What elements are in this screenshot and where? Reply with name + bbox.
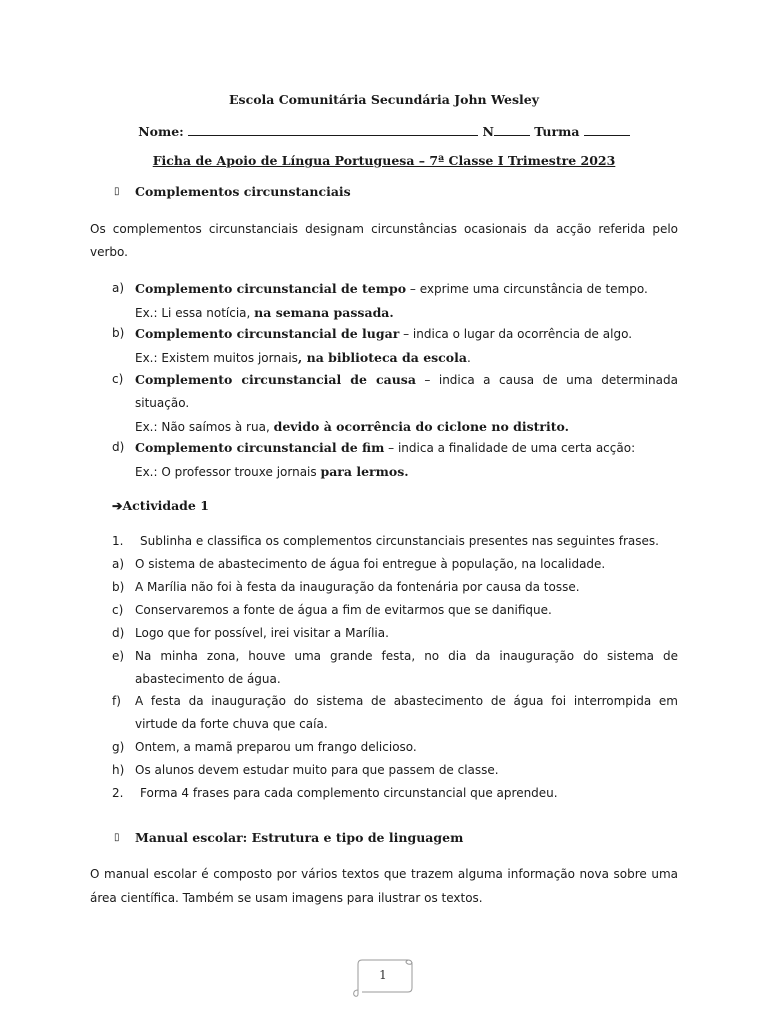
item-def: – indica a causa de uma determinada — [415, 373, 678, 387]
item-term: Complemento circunstancial de lugar — [135, 326, 400, 341]
page-number-scroll — [352, 958, 414, 998]
arrow-right-icon: ➔ — [112, 498, 123, 513]
task-item — [112, 782, 678, 805]
task-number: 2. — [112, 786, 124, 800]
sentence-text: Conservaremos a fonte de água a fim de evitarmos que se danifique. — [135, 603, 552, 617]
task-text: Sublinha e classifica os complementos circunstanciais presentes nas seguintes frases. — [140, 534, 659, 548]
sentence-item — [112, 736, 678, 759]
turma-label: Turma — [534, 124, 580, 139]
sentence-item — [112, 759, 678, 782]
item-label: d) — [112, 440, 125, 454]
nome-label: Nome: — [138, 124, 184, 139]
sentence-text: Na minha zona, houve uma grande festa, no dia da inauguração do sistema de — [135, 649, 678, 663]
sentence-label: e) — [112, 649, 125, 663]
item-label: c) — [112, 372, 124, 386]
bullet-icon: ▯ — [114, 832, 120, 843]
sentence-label: a) — [112, 557, 125, 571]
list-item — [112, 322, 678, 370]
sentence-item — [112, 599, 678, 622]
task-number: 1. — [112, 534, 124, 548]
sentence-label: c) — [112, 603, 124, 617]
section2-heading: Manual escolar: Estrutura e tipo de linguagem — [135, 830, 464, 845]
sentence-item — [112, 690, 678, 736]
example-highlight: , na biblioteca da escola — [297, 350, 467, 365]
example-prefix: Ex.: Existem muitos jornais — [135, 351, 298, 365]
item-def-continued: situação. — [135, 396, 190, 410]
sentence-text: A festa da inauguração do sistema de abastecimento de água foi interrompida em — [135, 694, 678, 708]
sentence-text-continued: abastecimento de água. — [135, 672, 281, 686]
section1-intro-line1: Os complementos circunstanciais designam circunstâncias ocasionais da acção referida pelo — [90, 222, 678, 236]
item-label: a) — [112, 281, 125, 295]
sentence-label: b) — [112, 580, 125, 594]
sentence-item — [112, 576, 678, 599]
example-prefix: Ex.: O professor trouxe jornais — [135, 465, 321, 479]
page-number: 1 — [379, 968, 387, 982]
sentence-text: A Marília não foi à festa da inauguração da fontenária por causa da tosse. — [135, 580, 580, 594]
list-item — [112, 436, 678, 484]
sentence-text: Os alunos devem estudar muito para que passem de classe. — [135, 763, 499, 777]
example-prefix: Ex.: Li essa notícia, — [135, 306, 255, 320]
sentence-item — [112, 645, 678, 691]
task-text: Forma 4 frases para cada complemento circunstancial que aprendeu. — [140, 786, 558, 800]
sentence-text: O sistema de abastecimento de água foi entregue à população, na localidade. — [135, 557, 606, 571]
example-highlight: para lermos. — [320, 464, 409, 479]
section2-line2: área científica. Também se usam imagens para ilustrar os textos. — [90, 891, 483, 905]
item-label: b) — [112, 326, 125, 340]
list-item — [112, 368, 678, 439]
example-prefix: Ex.: Não saímos à rua, — [135, 420, 274, 434]
item-term: Complemento circunstancial de tempo — [135, 281, 407, 296]
school-name: Escola Comunitária Secundária John Wesley — [229, 92, 539, 107]
item-def: – exprime uma circunstância de tempo. — [406, 282, 648, 296]
sentence-label: h) — [112, 763, 125, 777]
example-highlight: devido à ocorrência do ciclone no distrito. — [273, 419, 570, 434]
n-blank — [494, 123, 530, 136]
example-highlight: na semana passada. — [254, 305, 394, 320]
sentence-text-continued: virtude da forte chuva que caía. — [135, 717, 328, 731]
task-item — [112, 530, 678, 553]
example-suffix: . — [466, 351, 471, 365]
sentence-label: f) — [112, 694, 121, 708]
turma-blank — [584, 123, 630, 136]
sentence-item — [112, 553, 678, 576]
student-info-line — [0, 123, 768, 139]
item-def: – indica a finalidade de uma certa acção: — [384, 441, 636, 455]
sentence-label: g) — [112, 740, 125, 754]
nome-blank — [188, 123, 478, 136]
list-item — [112, 277, 678, 325]
sentence-text: Logo que for possível, irei visitar a Marília. — [135, 626, 389, 640]
section1-heading: Complementos circunstanciais — [135, 184, 351, 199]
section1-intro-line2: verbo. — [90, 245, 128, 259]
item-term: Complemento circunstancial de causa — [135, 372, 416, 387]
section2-line1: O manual escolar é composto por vários textos que trazem alguma informação nova sobre uma — [90, 867, 678, 881]
bullet-icon: ▯ — [114, 186, 120, 197]
activity-heading — [112, 494, 700, 517]
activity-heading-text: Actividade 1 — [122, 498, 209, 513]
n-label: N — [482, 124, 494, 139]
sentence-text: Ontem, a mamã preparou um frango delicioso. — [135, 740, 417, 754]
item-term: Complemento circunstancial de fim — [135, 440, 385, 455]
item-def: – indica o lugar da ocorrência de algo. — [399, 327, 633, 341]
sentence-label: d) — [112, 626, 125, 640]
sentence-item — [112, 622, 678, 645]
sheet-title: Ficha de Apoio de Língua Portuguesa – 7ª Classe I Trimestre 2023 — [152, 153, 616, 168]
